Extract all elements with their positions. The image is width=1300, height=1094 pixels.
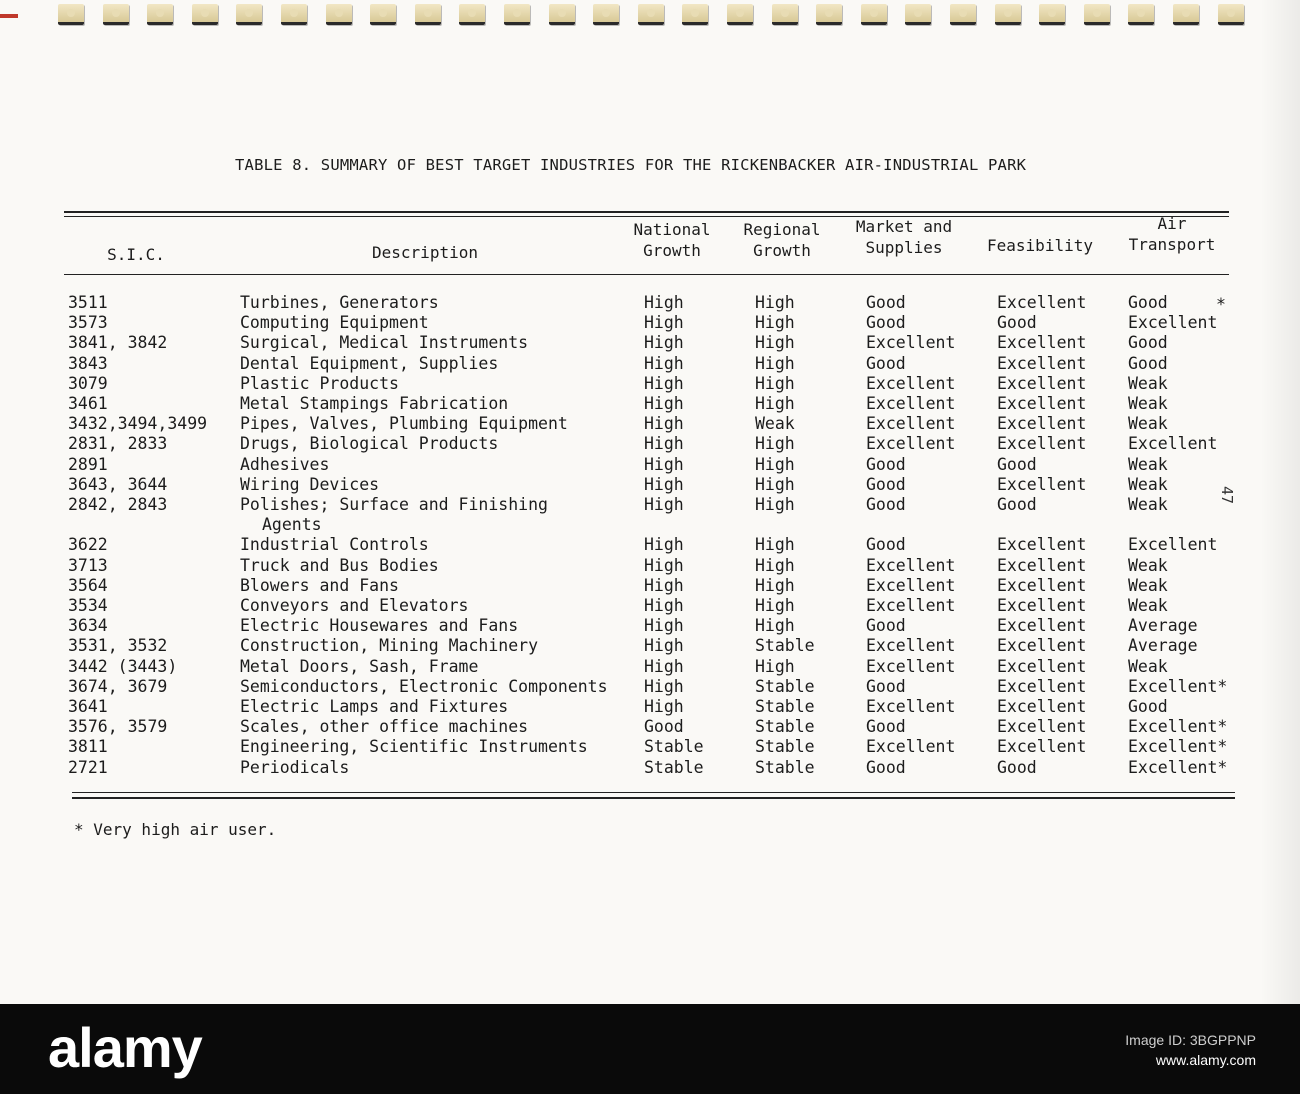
cell-market-supplies: Excellent (866, 656, 956, 676)
cell-national-growth: High (644, 535, 684, 555)
image-id-block (1125, 1032, 1256, 1068)
cell-description: Industrial Controls (240, 535, 429, 555)
cell-national-growth: High (644, 373, 684, 393)
cell-regional-growth: High (755, 394, 795, 413)
spiral-binding (0, 0, 1300, 30)
cell-description: Pipes, Valves, Plumbing Equipment (240, 414, 568, 434)
cell-air-transport: Weak (1128, 596, 1168, 615)
cell-market-supplies: Excellent (866, 596, 956, 615)
header-market-supplies: Market and Supplies (855, 217, 953, 257)
cell-sic: 3841, 3842 (68, 333, 168, 353)
cell-national-growth: High (644, 454, 684, 474)
cell-description: Plastic Products (240, 373, 399, 393)
cell-national-growth: High (644, 555, 684, 575)
cell-air-transport: Excellent* (1128, 676, 1228, 696)
binding-ring (459, 4, 485, 25)
asterisk-mark: * (1216, 295, 1226, 314)
cell-regional-growth: Stable (755, 636, 815, 656)
cell-air-transport: Excellent (1128, 313, 1218, 333)
cell-national-growth: High (644, 474, 684, 494)
cell-sic: 2831, 2833 (68, 434, 168, 454)
binding-ring (281, 4, 307, 25)
cell-description: Polishes; Surface and Finishing (240, 495, 548, 514)
cell-national-growth: High (644, 596, 684, 615)
cell-feasibility: Excellent (997, 333, 1087, 353)
cell-description: Drugs, Biological Products (240, 434, 499, 454)
cell-regional-growth: High (755, 474, 795, 494)
cell-sic: 3641 (68, 697, 108, 716)
cell-feasibility: Good (997, 313, 1037, 333)
cell-regional-growth: High (755, 495, 795, 514)
header-air-transport: Air Transport (1128, 214, 1216, 254)
binding-ring (772, 4, 798, 25)
cell-description: Semiconductors, Electronic Components (240, 676, 608, 696)
cell-regional-growth: High (755, 616, 795, 636)
cell-market-supplies: Good (866, 313, 906, 333)
cell-sic: 2721 (68, 757, 108, 777)
binding-ring (1084, 4, 1110, 25)
cell-feasibility: Excellent (997, 555, 1087, 575)
cell-regional-growth: High (755, 373, 795, 393)
cell-regional-growth: High (755, 353, 795, 373)
cell-regional-growth: High (755, 555, 795, 575)
cell-sic: 3432,3494,3499 (68, 414, 208, 434)
cell-sic: 3079 (68, 373, 108, 393)
cell-national-growth: High (644, 636, 684, 656)
cell-market-supplies: Good (866, 474, 906, 494)
cell-description: Construction, Mining Machinery (240, 636, 539, 656)
table-title: TABLE 8. SUMMARY OF BEST TARGET INDUSTRIES FOR THE RICKENBACKER AIR-INDUSTRIAL PARK (235, 156, 1027, 174)
cell-national-growth: High (644, 313, 684, 333)
cell-description: Truck and Bus Bodies (240, 555, 439, 575)
cell-description: Periodicals (240, 757, 350, 777)
cell-national-growth: High (644, 697, 684, 716)
cell-feasibility: Good (997, 757, 1037, 777)
cell-air-transport: Excellent (1128, 434, 1218, 454)
cell-air-transport: Weak (1128, 656, 1168, 676)
bottom-rule-2 (72, 797, 1235, 799)
cell-sic: 3576, 3579 (68, 717, 168, 737)
cell-description: Scales, other office machines (240, 717, 529, 737)
cell-sic: 3622 (68, 535, 108, 555)
cell-sic: 3573 (68, 313, 108, 333)
cell-feasibility: Excellent (997, 353, 1087, 373)
cell-air-transport: Weak (1128, 575, 1168, 595)
cell-national-growth: High (644, 495, 684, 514)
binding-ring (950, 4, 976, 25)
cell-market-supplies: Good (866, 353, 906, 373)
cell-regional-growth: Stable (755, 676, 815, 696)
binding-ring (995, 4, 1021, 25)
cell-description: Turbines, Generators (240, 293, 439, 312)
cell-national-growth: High (644, 293, 684, 312)
cell-description-continued: Agents (262, 515, 322, 535)
binding-ring (504, 4, 530, 25)
cell-regional-growth: Stable (755, 717, 815, 737)
header-regional-growth: Regional Growth (743, 220, 821, 260)
cell-national-growth: High (644, 616, 684, 636)
cell-sic: 3643, 3644 (68, 474, 168, 494)
cell-description: Metal Doors, Sash, Frame (240, 656, 479, 676)
cell-market-supplies: Excellent (866, 394, 956, 413)
cell-market-supplies: Good (866, 676, 906, 696)
cell-description: Metal Stampings Fabrication (240, 394, 509, 413)
cell-air-transport: Good (1128, 697, 1168, 716)
cell-feasibility: Excellent (997, 373, 1087, 393)
cell-regional-growth: Stable (755, 697, 815, 716)
cell-market-supplies: Good (866, 454, 906, 474)
cell-national-growth: High (644, 676, 684, 696)
cell-market-supplies: Good (866, 535, 906, 555)
binding-ring (1039, 4, 1065, 25)
cell-regional-growth: High (755, 656, 795, 676)
binding-ring (147, 4, 173, 25)
cell-description: Conveyors and Elevators (240, 596, 469, 615)
cell-feasibility: Excellent (997, 474, 1087, 494)
cell-national-growth: High (644, 414, 684, 434)
cell-sic: 3511 (68, 293, 108, 312)
binding-ring (1218, 4, 1244, 25)
cell-regional-growth: High (755, 293, 795, 312)
cell-feasibility: Excellent (997, 737, 1087, 757)
binding-ring (638, 4, 664, 25)
cell-feasibility: Excellent (997, 676, 1087, 696)
cell-market-supplies: Good (866, 616, 906, 636)
binding-ring (905, 4, 931, 25)
cell-sic: 3811 (68, 737, 108, 757)
cell-market-supplies: Excellent (866, 697, 956, 716)
page-number: 47 (1218, 486, 1236, 505)
cell-market-supplies: Excellent (866, 434, 956, 454)
cell-market-supplies: Excellent (866, 575, 956, 595)
top-rule-2 (64, 216, 1229, 217)
cell-air-transport: Weak (1128, 394, 1168, 413)
header-description: Description (372, 243, 478, 262)
cell-air-transport: Weak (1128, 555, 1168, 575)
header-sic: S.I.C. (107, 245, 165, 264)
cell-sic: 3531, 3532 (68, 636, 168, 656)
site-url: www.alamy.com (1155, 1052, 1256, 1068)
cell-sic: 2842, 2843 (68, 495, 168, 514)
cell-regional-growth: High (755, 575, 795, 595)
cell-air-transport: Good (1128, 353, 1168, 373)
cell-national-growth: High (644, 394, 684, 413)
cell-description: Computing Equipment (240, 313, 429, 333)
binding-ring (192, 4, 218, 25)
cell-air-transport: Weak (1128, 495, 1168, 514)
cell-feasibility: Good (997, 495, 1037, 514)
binding-ring (861, 4, 887, 25)
cell-sic: 3564 (68, 575, 108, 595)
cell-sic: 3674, 3679 (68, 676, 168, 696)
binding-ring (236, 4, 262, 25)
image-id-label: Image ID: 3BGPPNP (1125, 1032, 1256, 1048)
cell-sic: 3713 (68, 555, 108, 575)
binding-ring (682, 4, 708, 25)
header-national-growth: National Growth (633, 220, 711, 260)
binding-ring (549, 4, 575, 25)
cell-sic: 3461 (68, 394, 108, 413)
cell-description: Electric Housewares and Fans (240, 616, 519, 636)
cell-regional-growth: High (755, 434, 795, 454)
header-feasibility: Feasibility (987, 236, 1093, 255)
cell-regional-growth: Weak (755, 414, 795, 434)
cell-air-transport: Weak (1128, 474, 1168, 494)
footnote: * Very high air user. (74, 820, 277, 839)
cell-regional-growth: High (755, 596, 795, 615)
cell-description: Surgical, Medical Instruments (240, 333, 529, 353)
cell-market-supplies: Good (866, 495, 906, 514)
cell-air-transport: Weak (1128, 454, 1168, 474)
cell-air-transport: Weak (1128, 373, 1168, 393)
cell-market-supplies: Good (866, 757, 906, 777)
binding-ring (1128, 4, 1154, 25)
binding-ring (58, 4, 84, 25)
cell-air-transport: Average (1128, 616, 1198, 636)
cell-air-transport: Excellent* (1128, 757, 1228, 777)
cell-feasibility: Good (997, 454, 1037, 474)
binding-ring (593, 4, 619, 25)
binding-ring (370, 4, 396, 25)
cell-feasibility: Excellent (997, 656, 1087, 676)
cell-market-supplies: Excellent (866, 333, 956, 353)
cell-feasibility: Excellent (997, 596, 1087, 615)
page-edge-shadow (1260, 0, 1300, 1004)
cell-regional-growth: High (755, 313, 795, 333)
binding-ring (1173, 4, 1199, 25)
cell-feasibility: Excellent (997, 636, 1087, 656)
top-rule-1 (64, 211, 1229, 213)
cell-regional-growth: High (755, 333, 795, 353)
cell-air-transport: Excellent (1128, 535, 1218, 555)
brand-logo-text: alamy (48, 1016, 202, 1079)
cell-air-transport: Excellent* (1128, 717, 1228, 737)
cell-sic: 3843 (68, 353, 108, 373)
cell-description: Engineering, Scientific Instruments (240, 737, 588, 757)
cell-air-transport: Average (1128, 636, 1198, 656)
cell-feasibility: Excellent (997, 394, 1087, 413)
bottom-rule-1 (72, 792, 1235, 793)
cell-sic: 3634 (68, 616, 108, 636)
cell-national-growth: Stable (644, 737, 704, 757)
cell-national-growth: High (644, 333, 684, 353)
cell-description: Adhesives (240, 454, 330, 474)
cell-market-supplies: Good (866, 293, 906, 312)
binding-ring (103, 4, 129, 25)
header-rule (64, 274, 1229, 275)
cell-regional-growth: Stable (755, 757, 815, 777)
binding-ring (727, 4, 753, 25)
cell-feasibility: Excellent (997, 535, 1087, 555)
cell-national-growth: Stable (644, 757, 704, 777)
cell-market-supplies: Excellent (866, 737, 956, 757)
binding-ring (415, 4, 441, 25)
cell-national-growth: High (644, 434, 684, 454)
cell-air-transport: Good (1128, 293, 1168, 312)
cell-regional-growth: High (755, 535, 795, 555)
cell-feasibility: Excellent (997, 697, 1087, 716)
cell-national-growth: High (644, 656, 684, 676)
cell-market-supplies: Excellent (866, 636, 956, 656)
cell-regional-growth: Stable (755, 737, 815, 757)
cell-description: Electric Lamps and Fixtures (240, 697, 509, 716)
binding-ring (326, 4, 352, 25)
cell-market-supplies: Excellent (866, 373, 956, 393)
cell-feasibility: Excellent (997, 414, 1087, 434)
cell-feasibility: Excellent (997, 717, 1087, 737)
cell-air-transport: Excellent* (1128, 737, 1228, 757)
cell-sic: 2891 (68, 454, 108, 474)
binding-ring (816, 4, 842, 25)
cell-market-supplies: Excellent (866, 414, 956, 434)
cell-description: Wiring Devices (240, 474, 380, 494)
cell-sic: 3534 (68, 596, 108, 615)
cell-national-growth: High (644, 575, 684, 595)
cell-feasibility: Excellent (997, 575, 1087, 595)
cell-national-growth: High (644, 353, 684, 373)
cell-description: Blowers and Fans (240, 575, 399, 595)
cell-market-supplies: Good (866, 717, 906, 737)
cell-feasibility: Excellent (997, 434, 1087, 454)
cell-national-growth: Good (644, 717, 684, 737)
cell-feasibility: Excellent (997, 616, 1087, 636)
cell-air-transport: Weak (1128, 414, 1168, 434)
cell-air-transport: Good (1128, 333, 1168, 353)
cell-feasibility: Excellent (997, 293, 1087, 312)
cell-regional-growth: High (755, 454, 795, 474)
cell-sic: 3442 (3443) (68, 656, 178, 676)
cell-description: Dental Equipment, Supplies (240, 353, 499, 373)
cell-market-supplies: Excellent (866, 555, 956, 575)
